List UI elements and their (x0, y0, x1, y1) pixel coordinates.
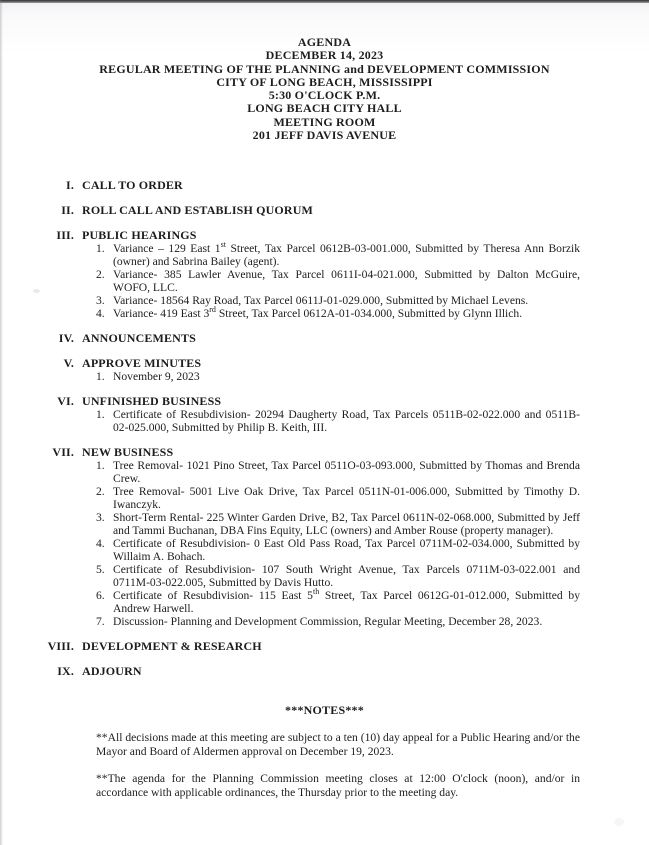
header-line-agenda: AGENDA (297, 35, 352, 49)
agenda-body (0, 179, 649, 678)
item-text: November 9, 2023 (113, 370, 200, 384)
agenda-item (96, 242, 580, 268)
item-text: Variance- 18564 Ray Road, Tax Parcel 0611J-01-029.000, Submitted by Michael Levens. (113, 294, 529, 308)
agenda-item (96, 459, 580, 485)
item-text: Certificate of Resubdivision- 115 East 5th Street, Tax Parcel 0612G-01-012.000, Submitted by Andrew Harwell. (113, 587, 580, 616)
header-line-meeting: REGULAR MEETING OF THE PLANNING and DEVELOPMENT COMMISSION (99, 61, 550, 76)
agenda-item (96, 408, 580, 434)
item-number: 2. (96, 268, 105, 282)
section-numeral: III. (56, 228, 74, 243)
section-heading (0, 229, 649, 242)
section-numeral: V. (63, 356, 74, 371)
agenda-item (96, 268, 580, 294)
section-title: CALL TO ORDER (82, 178, 183, 193)
section-heading (0, 179, 649, 192)
item-number: 4. (96, 537, 105, 551)
item-number: 1. (96, 459, 105, 473)
agenda-section (0, 179, 649, 192)
section-title: ADJOURN (82, 664, 142, 679)
item-text: Certificate of Resubdivision- 20294 Daugherty Road, Tax Parcels 0511B-02-022.000 and 0511B-02-025.000, Submitted by Philip B. Keith, III. (113, 408, 580, 435)
section-title: APPROVE MINUTES (82, 356, 202, 371)
section-title: PUBLIC HEARINGS (82, 228, 197, 243)
item-text: Certificate of Resubdivision- 0 East Old Pass Road, Tax Parcel 0711M-02-034.000, Submitted by Willaim A. Bohach. (113, 537, 580, 564)
header-line-address: 201 JEFF DAVIS AVENUE (252, 128, 397, 143)
section-numeral: VI. (57, 394, 74, 409)
header-line-time: 5:30 O'CLOCK P.M. (268, 88, 381, 103)
section-title: ROLL CALL AND ESTABLISH QUORUM (82, 203, 313, 218)
scan-artifact (33, 289, 40, 293)
section-numeral: VII. (52, 445, 74, 460)
item-text: Tree Removal- 5001 Live Oak Drive, Tax Parcel 0511N-01-006.000, Submitted by Timothy D. Iwanczyk. (113, 485, 580, 512)
scan-artifact (614, 818, 624, 826)
item-number: 7. (96, 615, 105, 629)
section-numeral: II. (61, 203, 74, 218)
item-number: 1. (96, 242, 105, 256)
header-line-room: MEETING ROOM (273, 114, 376, 129)
agenda-item (96, 615, 580, 628)
section-heading (0, 446, 649, 459)
scan-edge-left (0, 0, 3, 845)
agenda-item (96, 563, 580, 589)
item-text: Short-Term Rental- 225 Winter Garden Drive, B2, Tax Parcel 0611N-02-068.000, Submitted by Jeff and Tammi Buchanan, DBA Fins Equity, LLC (owners) and Amber Rouse (property manager). (113, 511, 580, 538)
section-heading (0, 332, 649, 345)
item-text: Variance- 385 Lawler Avenue, Tax Parcel 0611I-04-021.000, Submitted by Dalton McGuire, WOFO, LLC. (113, 268, 580, 295)
agenda-item (96, 370, 580, 383)
section-numeral: IV. (58, 331, 74, 346)
item-number: 4. (96, 307, 105, 321)
agenda-item (96, 294, 580, 307)
item-number: 3. (96, 294, 105, 308)
agenda-section (0, 395, 649, 434)
section-title: ANNOUNCEMENTS (82, 331, 196, 346)
item-text: Tree Removal- 1021 Pino Street, Tax Parcel 0511O-03-093.000, Submitted by Thomas and Brenda Crew. (113, 459, 580, 486)
agenda-section (0, 640, 649, 653)
section-heading (0, 204, 649, 217)
agenda-item (96, 537, 580, 563)
item-text: Variance- 419 East 3rd Street, Tax Parcel 0612A-01-034.000, Submitted by Glynn Illich. (113, 305, 523, 321)
agenda-section (0, 229, 649, 320)
agenda-item (96, 485, 580, 511)
item-number: 1. (96, 408, 105, 422)
item-number: 3. (96, 511, 105, 525)
header-line-date: DECEMBER 14, 2023 (265, 48, 384, 63)
header-line-venue: LONG BEACH CITY HALL (247, 101, 402, 116)
item-number: 1. (96, 370, 105, 384)
agenda-section (0, 204, 649, 217)
item-text: Variance – 129 East 1st Street, Tax Parcel 0612B-03-001.000, Submitted by Theresa Ann Borzik (owner) and Sabrina Bailey (agent). (113, 240, 580, 269)
agenda-item (96, 307, 580, 320)
agenda-item (96, 589, 580, 615)
section-title: NEW BUSINESS (82, 445, 174, 460)
scan-edge-top (0, 0, 649, 3)
section-heading (0, 395, 649, 408)
item-text: Discussion- Planning and Development Commission, Regular Meeting, December 28, 2023. (113, 615, 543, 629)
note-paragraph-deadline: **The agenda for the Planning Commission meeting closes at 12:00 O'clock (noon), and/or in accordance with applicable ordinances, the Thursday prior to the meeting day. (96, 772, 580, 799)
agenda-item (96, 511, 580, 537)
section-title: UNFINISHED BUSINESS (82, 394, 222, 409)
item-text: Certificate of Resubdivision- 107 South Wright Avenue, Tax Parcels 0711M-03-022.001 and 0711M-03-022.005, Submitted by Davis Hutto. (113, 563, 580, 590)
note-paragraph-appeal: **All decisions made at this meeting are subject to a ten (10) day appeal for a Public Hearing and/or the Mayor and Board of Aldermen approval on December 19, 2023. (96, 731, 580, 758)
notes-title: ***NOTES*** (285, 703, 364, 718)
section-heading (0, 640, 649, 653)
header-line-city: CITY OF LONG BEACH, MISSISSIPPI (216, 74, 433, 89)
section-numeral: VIII. (47, 639, 74, 654)
item-number: 5. (96, 563, 105, 577)
section-heading (0, 665, 649, 678)
agenda-section (0, 332, 649, 345)
agenda-section (0, 357, 649, 383)
document-header (0, 0, 649, 142)
section-heading (0, 357, 649, 370)
item-number: 2. (96, 485, 105, 499)
section-title: DEVELOPMENT & RESEARCH (82, 639, 262, 654)
notes-section (0, 704, 649, 799)
section-numeral: IX. (57, 664, 74, 679)
item-number: 6. (96, 589, 105, 603)
section-numeral: I. (66, 178, 74, 193)
agenda-section (0, 446, 649, 628)
agenda-section (0, 665, 649, 678)
